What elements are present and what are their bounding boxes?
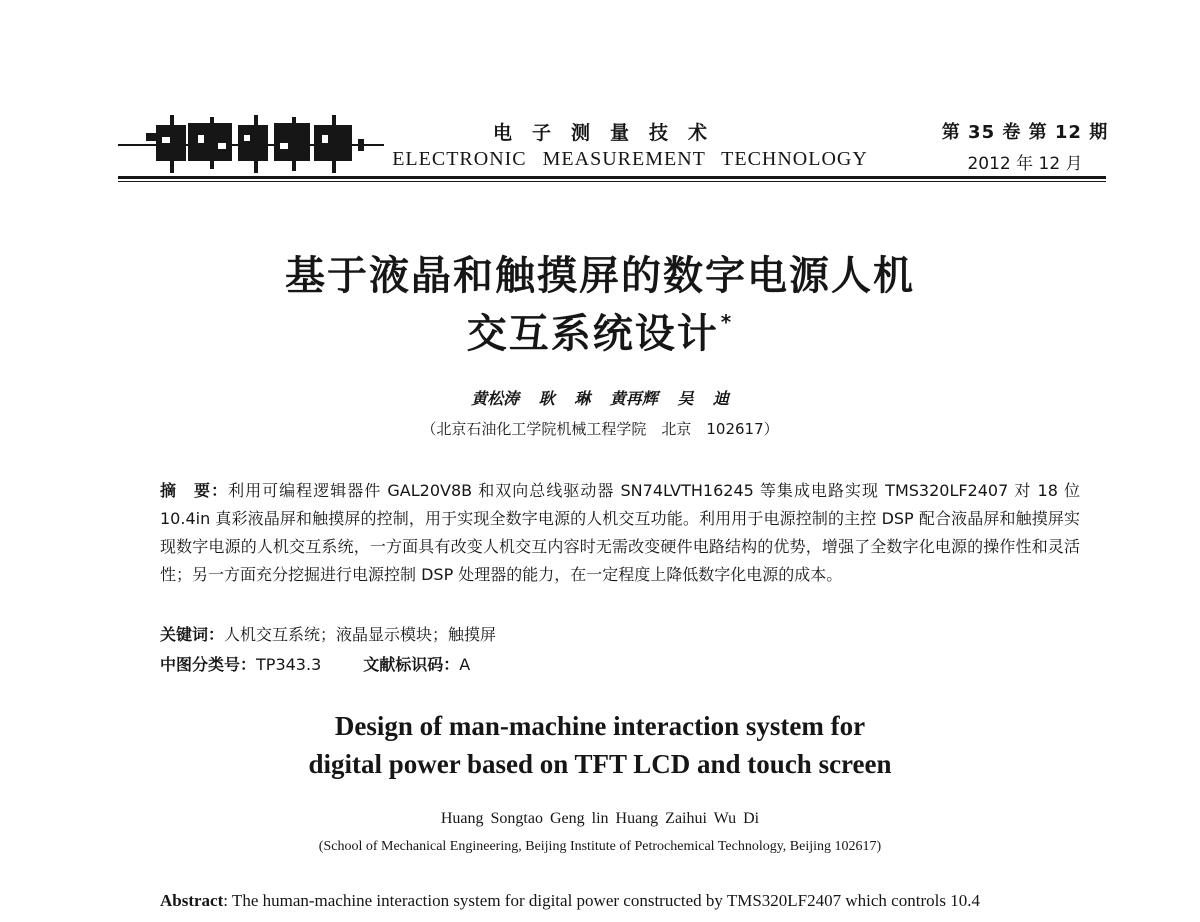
authors-en: Huang Songtao Geng lin Huang Zaihui Wu Di [440, 810, 760, 827]
title-en-line1: Design of man-machine interaction system for [334, 711, 866, 741]
clc-label: 中图分类号： [160, 655, 257, 674]
title-cn-line2 [0, 302, 1200, 359]
abstract-en-label: Abstract [160, 891, 224, 910]
title-footnote-mark: * [720, 310, 734, 334]
doc-code-label: 文献标识码： [363, 655, 460, 674]
journal-name-cn: 电子测量技术 [492, 122, 727, 144]
journal-logo [118, 113, 384, 173]
affiliation-cn: （北京石油化工学院机械工程学院 北京 102617） [421, 420, 779, 438]
affiliation-en: (School of Mechanical Engineering, Beijing Institute of Petrochemical Technology, Beijing 102617) [318, 839, 882, 854]
title-en-line2: digital power based on TFT LCD and touch screen [308, 749, 892, 779]
classification-cn [160, 652, 1080, 675]
abstract-en [160, 891, 1080, 911]
keywords-cn-text: 人机交互系统；液晶显示模块；触摸屏 [224, 625, 497, 644]
journal-issue-date: 2012 年 12 月 [967, 154, 1083, 174]
journal-issue: 第 35 卷 第 12 期 [941, 122, 1109, 143]
abstract-en-text: : The human-machine interaction system for digital power constructed by TMS320LF2407 which controls 10.4 [223, 891, 980, 910]
abstract-cn [160, 477, 1080, 589]
header-rule [118, 176, 1106, 179]
doc-code-value: A [459, 655, 471, 674]
clc-value: TP343.3 [256, 655, 322, 674]
journal-name-en: ELECTRONIC MEASUREMENT TECHNOLOGY [392, 148, 868, 170]
keywords-cn-label: 关键词： [160, 625, 225, 644]
title-cn-line2-text: 交互系统设计 [466, 311, 719, 357]
header-rule-thin [118, 181, 1106, 182]
title-cn-line1: 基于液晶和触摸屏的数字电源人机 [285, 253, 915, 299]
abstract-cn-label: 摘 要： [160, 481, 229, 500]
keywords-cn [160, 622, 1080, 645]
abstract-cn-text: 利用可编程逻辑器件 GAL20V8B 和双向总线驱动器 SN74LVTH16245 等集成电路实现 TMS320LF2407 对 18 位 10.4in 真彩液晶屏和触摸屏的控制，用于实现全数字电源的人机交互功能。利用用于电源控制的主控 DSP 配合液晶屏和触摸屏实现数字电源的人机交互系统，一方面具有改变人机交互内容时无需改变硬件电路结构的优势，增强了全数字化电源的操作性和灵活性；另一方面充分挖掘进行电源控制 DSP 处理器的能力，在一定程度上降低数字化电源的成本。 [160, 481, 1080, 584]
authors-cn: 黄松涛 耿 琳 黄再辉 吴 迪 [471, 389, 729, 408]
